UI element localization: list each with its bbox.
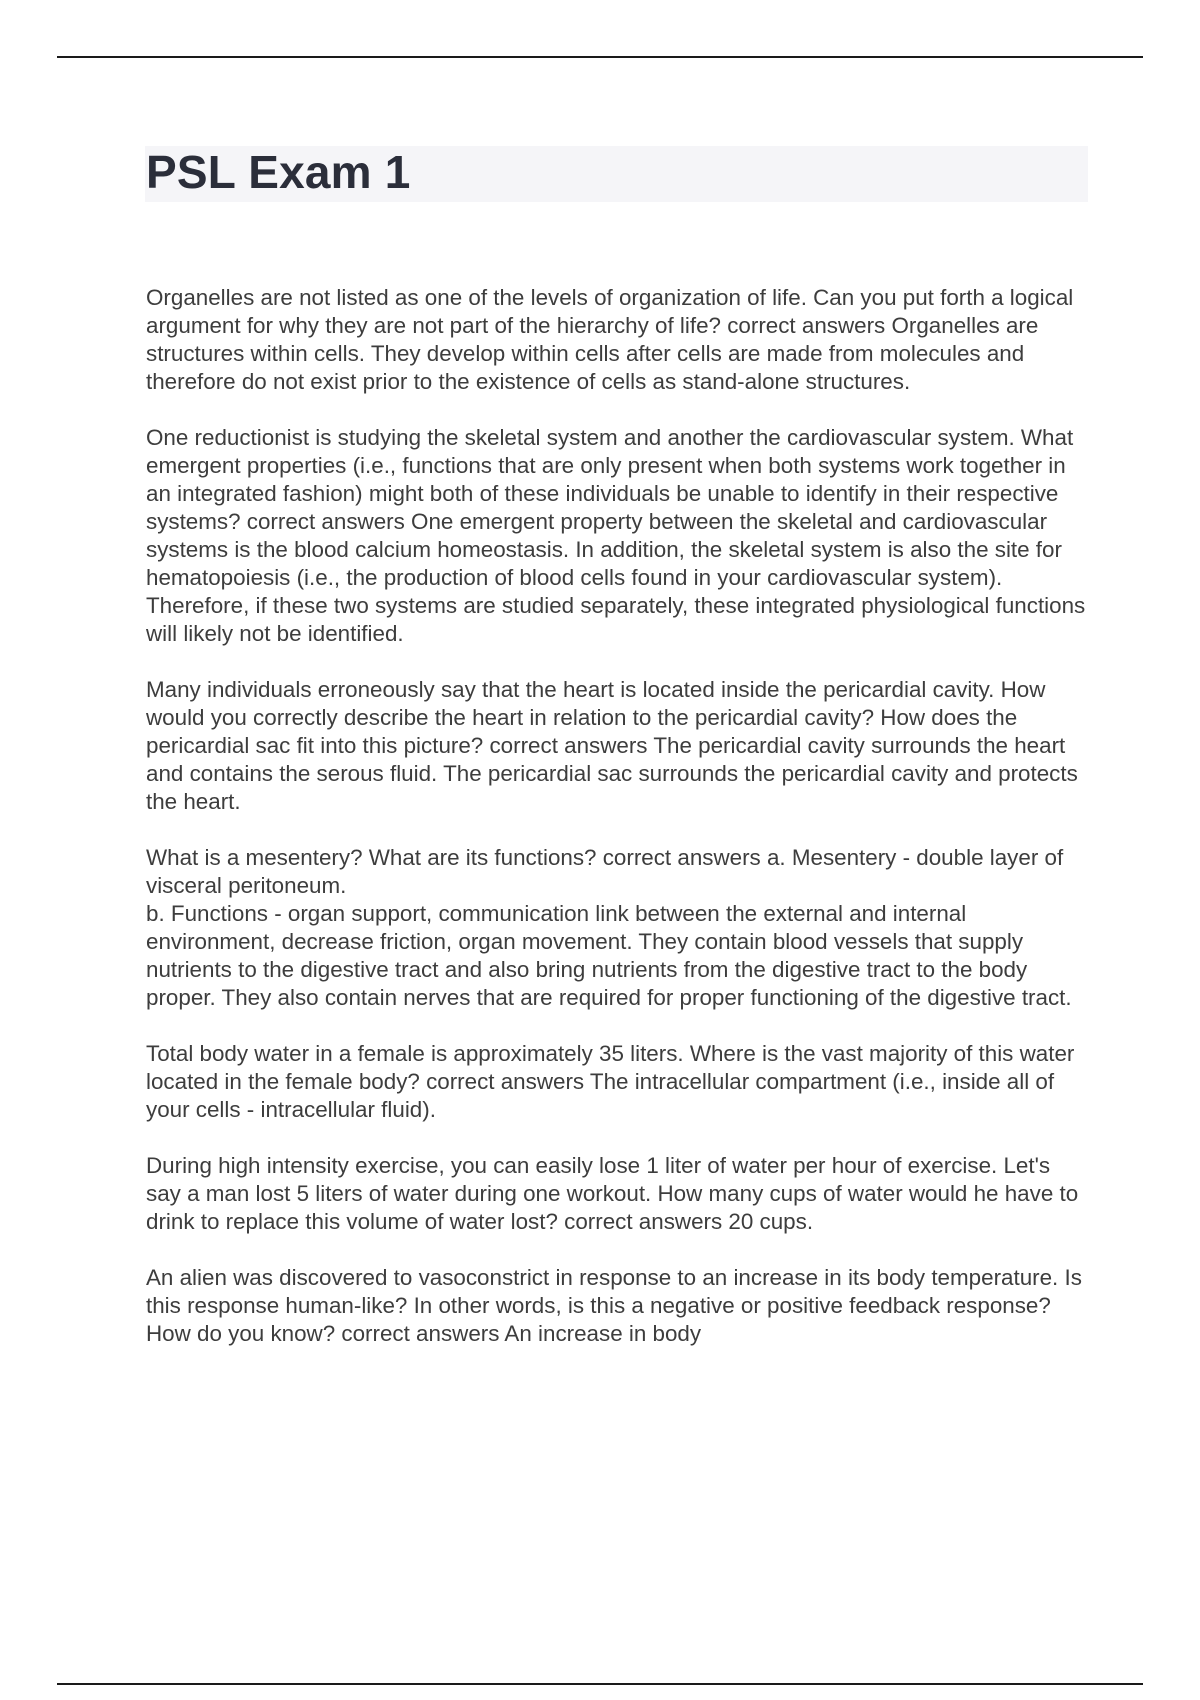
document-body — [146, 284, 1091, 1376]
qa-entry-mesentery: What is a mesentery? What are its functions? correct answers a. Mesentery - double layer of visceral peritoneum. b. Functions - organ support, communication link between the external and internal environment, decrease friction, organ movement. They contain blood vessels that supply nutrients to the digestive tract and also bring nutrients from the digestive tract to the body proper. They also contain nerves that are required for proper functioning of the digestive tract. — [146, 845, 1072, 1010]
top-rule — [57, 56, 1143, 58]
page-title: PSL Exam 1 — [146, 146, 411, 198]
bottom-rule — [57, 1683, 1143, 1685]
qa-entry-exercise-water-loss: During high intensity exercise, you can easily lose 1 liter of water per hour of exercise. Let's say a man lost 5 liters of water during one workout. How many cups of water would he have to drink to replace this volume of water lost? correct answers 20 cups. — [146, 1153, 1079, 1234]
qa-entry-emergent-properties: One reductionist is studying the skeletal system and another the cardiovascular system. What emergent properties (i.e., functions that are only present when both systems work together in an integrated fashion) might both of these individuals be unable to identify in their respective systems? correct answers One emergent property between the skeletal and cardiovascular systems is the blood calcium homeostasis. In addition, the skeletal system is also the site for hematopoiesis (i.e., the production of blood cells found in your cardiovascular system). Therefore, if these two systems are studied separately, these integrated physiological functions will likely not be identified. — [146, 425, 1086, 646]
qa-entry-body-water: Total body water in a female is approximately 35 liters. Where is the vast majority of this water located in the female body? correct answers The intracellular compartment (i.e., inside all of your cells - intracellular fluid). — [146, 1041, 1075, 1122]
qa-entry-organelles: Organelles are not listed as one of the levels of organization of life. Can you put forth a logical argument for why they are not part of the hierarchy of life? correct answers Organelles are structures within cells. They develop within cells after cells are made from molecules and therefore do not exist prior to the existence of cells as stand-alone structures. — [146, 285, 1074, 394]
qa-entry-pericardial-cavity: Many individuals erroneously say that the heart is located inside the pericardial cavity. How would you correctly describe the heart in relation to the pericardial cavity? How does the pericardial sac fit into this picture? correct answers The pericardial cavity surrounds the heart and contains the serous fluid. The pericardial sac surrounds the pericardial cavity and protects the heart. — [146, 677, 1078, 814]
qa-entry-alien-vasoconstriction: An alien was discovered to vasoconstrict in response to an increase in its body temperature. Is this response human-like? In other words, is this a negative or positive feedback response? How do you know? correct answers An increase in body — [146, 1265, 1082, 1346]
